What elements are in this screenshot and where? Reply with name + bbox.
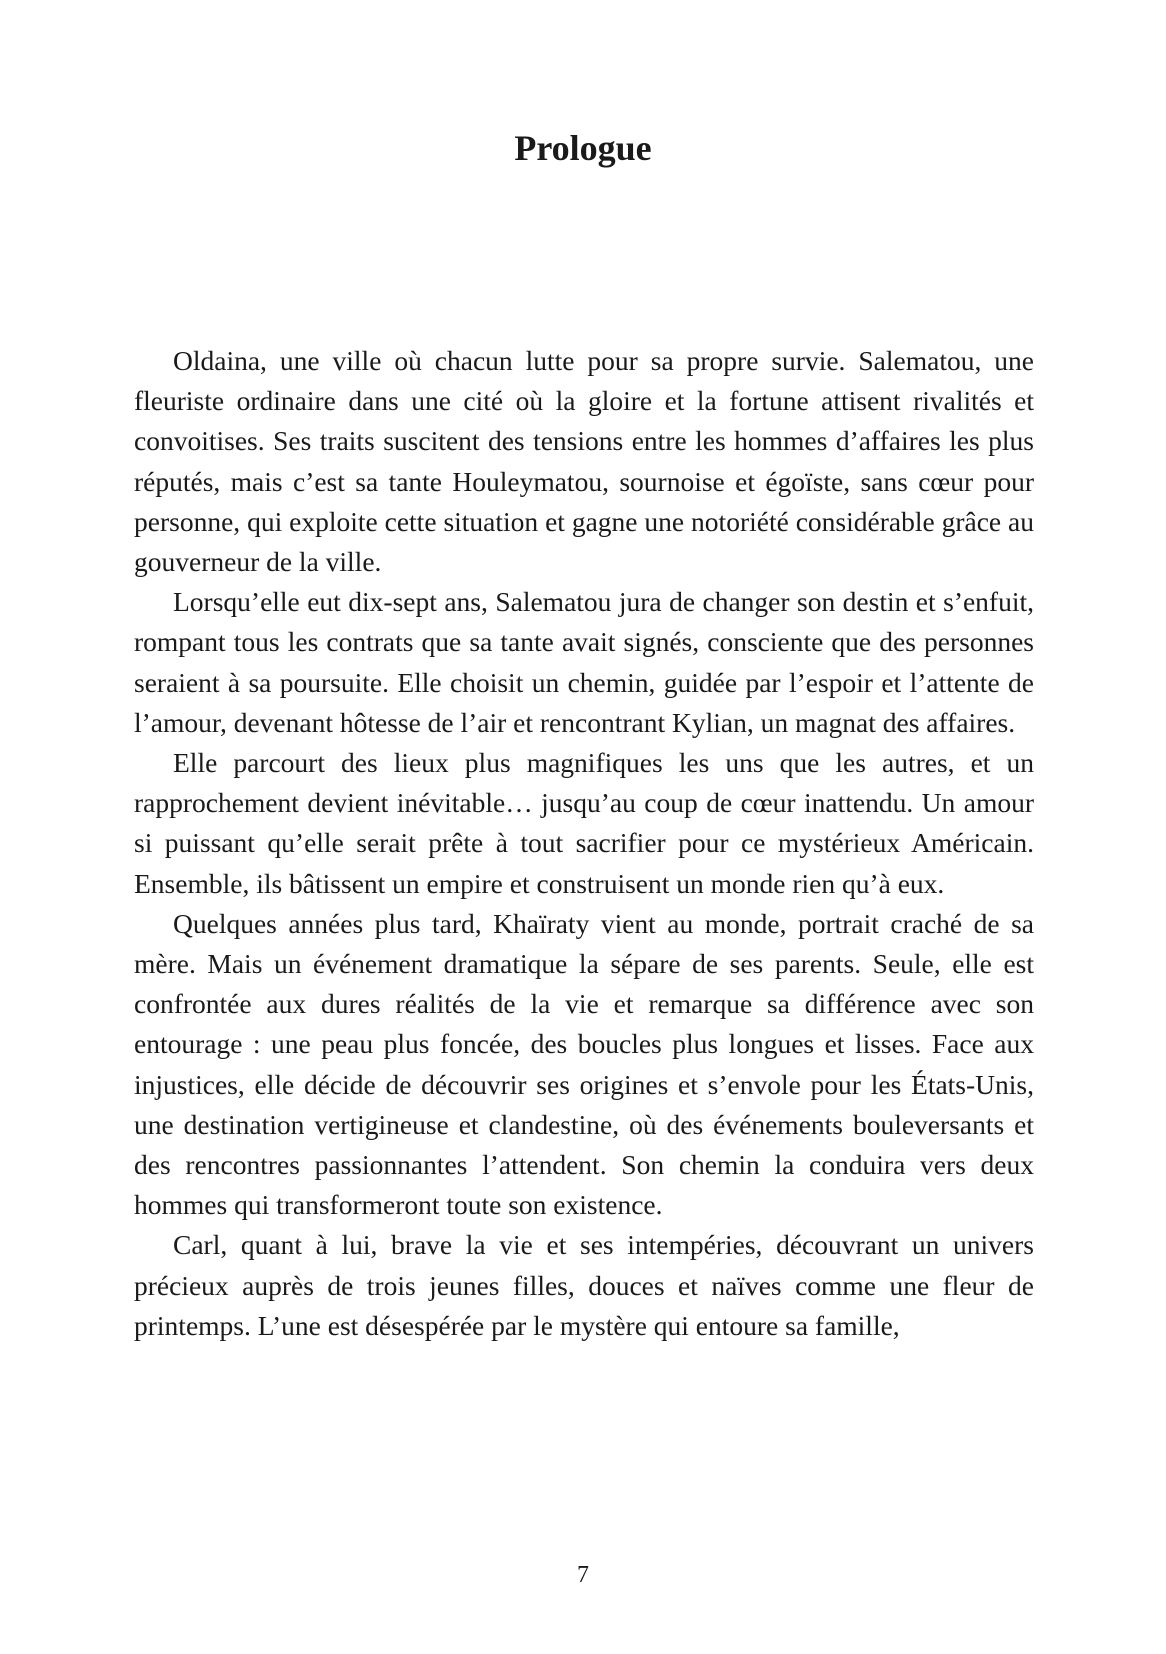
paragraph-5: Carl, quant à lui, brave la vie et ses intempéries, découvrant un univers précieux auprès de trois jeunes filles, douces et naïves comme une fleur de printemps. L’une est désespérée par le mystère qui entoure sa famille, xyxy=(134,1229,1034,1341)
paragraph-2: Lorsqu’elle eut dix-sept ans, Salematou jura de changer son destin et s’enfuit, rompant tous les contrats que sa tante avait signés, consciente que des personnes seraient à sa poursuite. Elle choisit un chemin, guidée par l’espoir et l’attente de l’amour, devenant hôtesse de l’air et rencontrant Kylian, un magnat des affaires. xyxy=(134,586,1034,738)
paragraph-1: Oldaina, une ville où chacun lutte pour sa propre survie. Salematou, une fleuriste ordinaire dans une cité où la gloire et la fortune attisent rivalités et convoitises. Ses traits suscitent des tensions entre les hommes d’affaires les plus réputés, mais c’est sa tante Houleymatou, sournoise et égoïste, sans cœur pour personne, qui exploite cette situation et gagne une notoriété considérable grâce au gouverneur de la ville. xyxy=(134,345,1034,578)
paragraph-4: Quelques années plus tard, Khaïraty vient au monde, portrait craché de sa mère. Mais un événement dramatique la sépare de ses parents. Seule, elle est confrontée aux dures réalités de la vie et remarque sa différence avec son entourage : une peau plus foncée, des boucles plus longues et lisses. Face aux injustices, elle décide de découvrir ses origines et s’envole pour les États-Unis, une destination vertigineuse et clandestine, où des événements bouleversants et des rencontres passionnantes l’attendent. Son chemin la conduira vers deux hommes qui transformeront toute son existence. xyxy=(134,907,1034,1221)
page-number: 7 xyxy=(577,1562,589,1588)
paragraph-3: Elle parcourt des lieux plus magnifiques les uns que les autres, et un rapprochement devient inévitable… jusqu’au coup de cœur inattendu. Un amour si puissant qu’elle serait prête à tout sacrifier pour ce mystérieux Américain. Ensemble, ils bâtissent un empire et construisent un monde rien qu’à eux. xyxy=(134,747,1034,899)
prologue-body xyxy=(134,341,1034,1346)
chapter-title: Prologue xyxy=(514,128,652,168)
